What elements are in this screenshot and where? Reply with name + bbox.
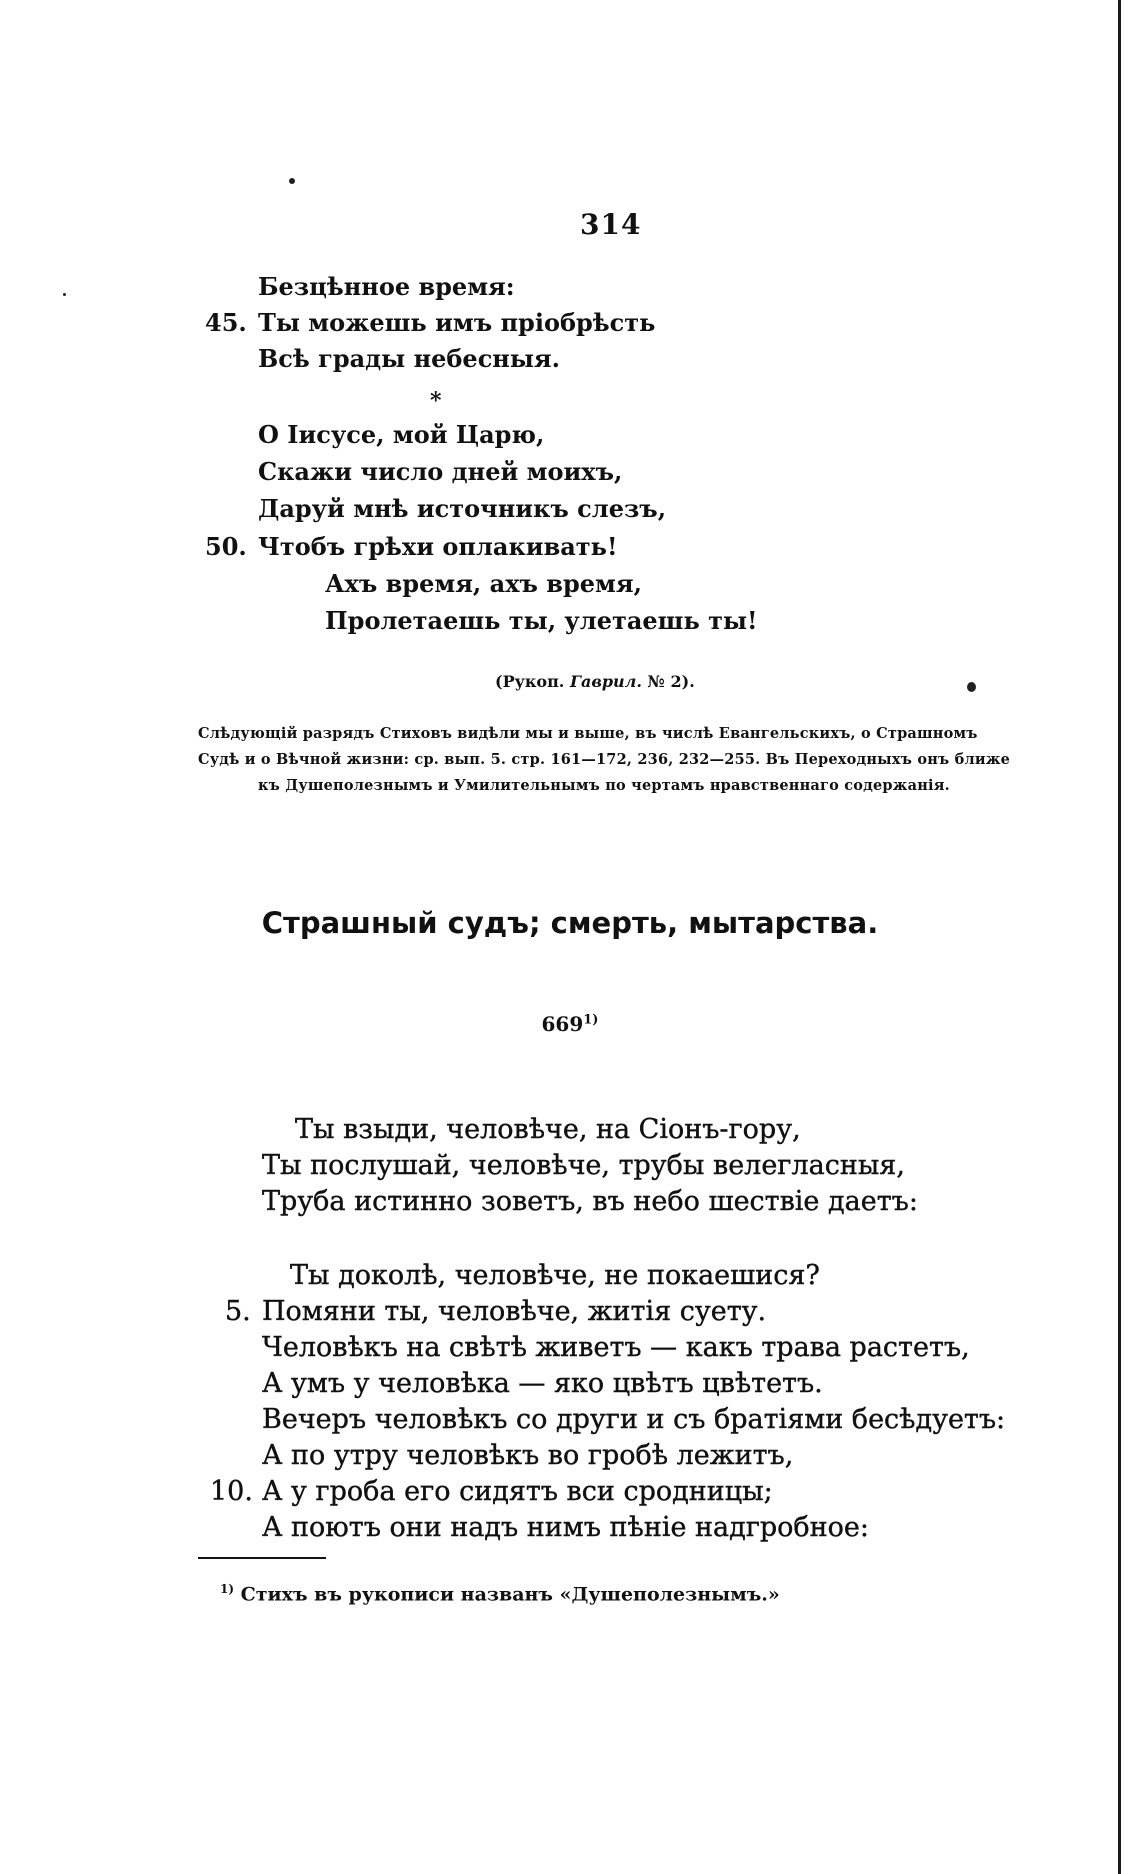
verse-line: А поютъ они надъ нимъ пѣніе надгробное: [262,1512,869,1543]
footnote-divider [198,1557,326,1559]
scan-speck [289,178,295,184]
verse-line: А по утру человѣкъ во гробѣ лежитъ, [262,1440,794,1471]
editor-note-line: къ Душеполезнымъ и Умилительнымъ по чертамъ нравственнаго содержанія. [258,777,950,794]
scan-speck [967,682,976,692]
citation-suffix: № 2). [647,672,695,691]
verse-line: А умъ у человѣка — яко цвѣтъ цвѣтетъ. [262,1368,823,1399]
verse-line: Ты доколѣ, человѣче, не покаешися? [290,1260,820,1291]
verse-line: А у гроба его сидятъ вси сродницы; [262,1476,773,1507]
verse-line: Вечеръ человѣкъ со други и съ братіями бесѣдуетъ: [262,1404,1006,1435]
verse-line: Чтобъ грѣхи оплакивать! [258,532,618,561]
verse-line: Помяни ты, человѣче, житія суету. [262,1296,767,1327]
verse-line: Ты можешь имъ пріобрѣсть [258,308,656,337]
verse-line: О Іисусе, мой Царю, [258,420,545,449]
page-number: 314 [580,208,642,241]
scan-speck [63,293,66,296]
line-number: 50. [205,532,247,561]
verse-line: Всѣ грады небесныя. [258,344,561,373]
verse-line: Ты послушай, человѣче, трубы велегласныя, [262,1150,905,1181]
footnote-reference: 1) [583,1012,599,1028]
section-title: Страшный судъ; смерть, мытарства. [261,906,879,940]
hymn-number [0,1012,1140,1036]
editor-note-line: Судѣ и о Вѣчной жизни: ср. вып. 5. стр. 161—172, 236, 232—255. Въ Переходныхъ онъ ближе [198,751,1011,768]
verse-line: Пролетаешь ты, улетаешь ты! [325,606,758,635]
verse-line: Ахъ время, ахъ время, [325,569,642,598]
line-number: 5. [225,1296,251,1327]
verse-line: Скажи число дней моихъ, [258,457,623,486]
line-number: 45. [205,308,247,337]
source-citation [495,672,695,691]
verse-line: Ты взыди, человѣче, на Сіонъ-гору, [295,1114,801,1145]
verse-line: Труба истинно зоветъ, въ небо шествіе даетъ: [262,1186,918,1217]
footnote [220,1582,780,1605]
verse-line: Человѣкъ на свѣтѣ живетъ — какъ трава растетъ, [262,1332,970,1363]
footnote-mark: 1) [220,1582,235,1596]
citation-prefix: (Рукоп. [495,672,565,691]
verse-line: Даруй мнѣ источникъ слезъ, [258,494,667,523]
verse-line: Безцѣнное время: [258,272,515,301]
hymn-number-value: 669 [541,1012,584,1036]
editor-note-line: Слѣдующій разрядъ Стиховъ видѣли мы и выше, въ числѣ Евангельскихъ, о Страшномъ [198,725,978,742]
footnote-text: Стихъ въ рукописи названъ «Душеполезнымъ.» [240,1583,780,1606]
line-number: 10. [210,1476,253,1507]
stanza-separator: * [430,388,442,414]
citation-italic: Гаврил. [569,672,642,691]
